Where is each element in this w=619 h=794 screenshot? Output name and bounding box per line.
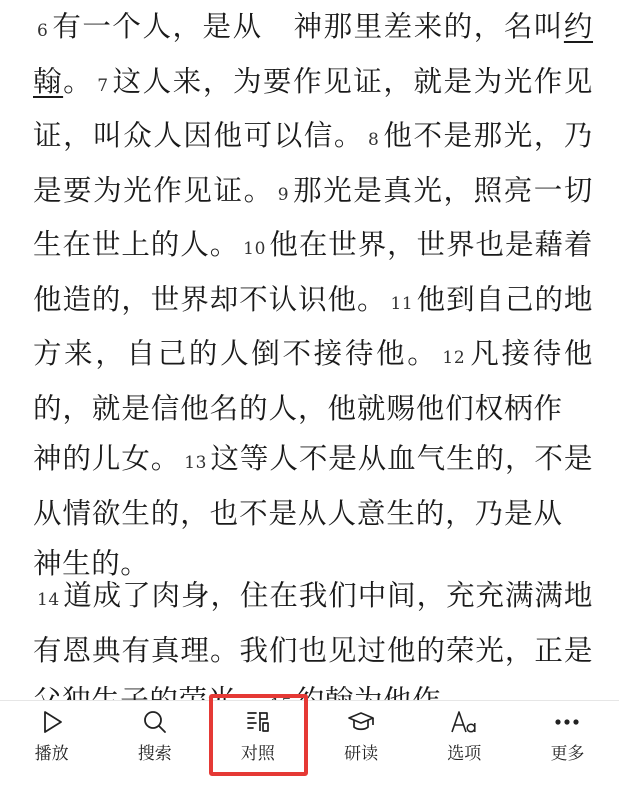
verse-number: 12: [442, 348, 466, 368]
verse-number: 8: [367, 130, 380, 150]
verse-text: 他不是那光，乃是要为光作见证。: [33, 119, 594, 207]
verse-number: 6: [37, 21, 49, 41]
verse-number: 10: [243, 239, 267, 259]
verse-text: 神生的。: [33, 547, 150, 580]
font-aa-icon: [451, 709, 477, 735]
bottom-toolbar: [0, 700, 619, 794]
play-label: 播放: [34, 744, 69, 764]
name-link-john[interactable]: 约翰: [33, 10, 594, 98]
verse-text: 神那里差来的，名叫: [292, 10, 564, 43]
more-label: 更多: [550, 744, 585, 764]
verse-text: 这人来，为要作见证，就是为光作见证，叫众人因他可以信。: [33, 64, 593, 152]
verse-text: 道成了肉身，住在我们中间，充充满满地有恩典有真理。我们也见过他的荣光，正是: [33, 579, 593, 667]
verse-text: 他到自己的地方来，自己的人倒不接待他。: [33, 282, 593, 370]
study-button[interactable]: [310, 701, 413, 794]
verse-number: 13: [184, 453, 208, 473]
verse-text: 这等人不是从血气生的，不是从情欲生的，也不是从人意生的，乃是从: [33, 442, 593, 530]
verse-text: 神的儿女。: [33, 442, 181, 475]
search-label: 搜索: [137, 744, 172, 764]
graduation-cap-icon: [348, 709, 374, 735]
verse-text: 凡接待他的，就是信他名的人，他就赐他们权柄作: [33, 337, 593, 425]
verse-number: 9: [277, 184, 290, 205]
verse-text: 。: [63, 64, 94, 98]
parallel-compare-icon: [245, 709, 271, 735]
search-icon: [142, 709, 168, 735]
verse-text: 有一个人，是从: [51, 10, 263, 43]
verse-text: 那光是真光，照亮一切生在世上的人。: [33, 173, 593, 261]
verse-number: 11: [390, 293, 414, 314]
more-button[interactable]: [516, 701, 619, 794]
play-button[interactable]: [0, 701, 103, 794]
play-icon: [39, 709, 65, 735]
options-label: 选项: [447, 744, 482, 764]
options-button[interactable]: [413, 701, 516, 794]
paragraph-1: [33, 2, 593, 590]
compare-button[interactable]: [206, 701, 309, 794]
study-label: 研读: [344, 744, 379, 764]
verse-text: 他在世界，世界也是藉着他造的，世界却不认识他。: [33, 228, 593, 316]
more-dots-icon: [554, 709, 580, 735]
compare-label: 对照: [240, 744, 275, 764]
verse-number: 14: [37, 590, 60, 610]
search-button[interactable]: [103, 701, 206, 794]
verse-number: 7: [97, 75, 109, 96]
